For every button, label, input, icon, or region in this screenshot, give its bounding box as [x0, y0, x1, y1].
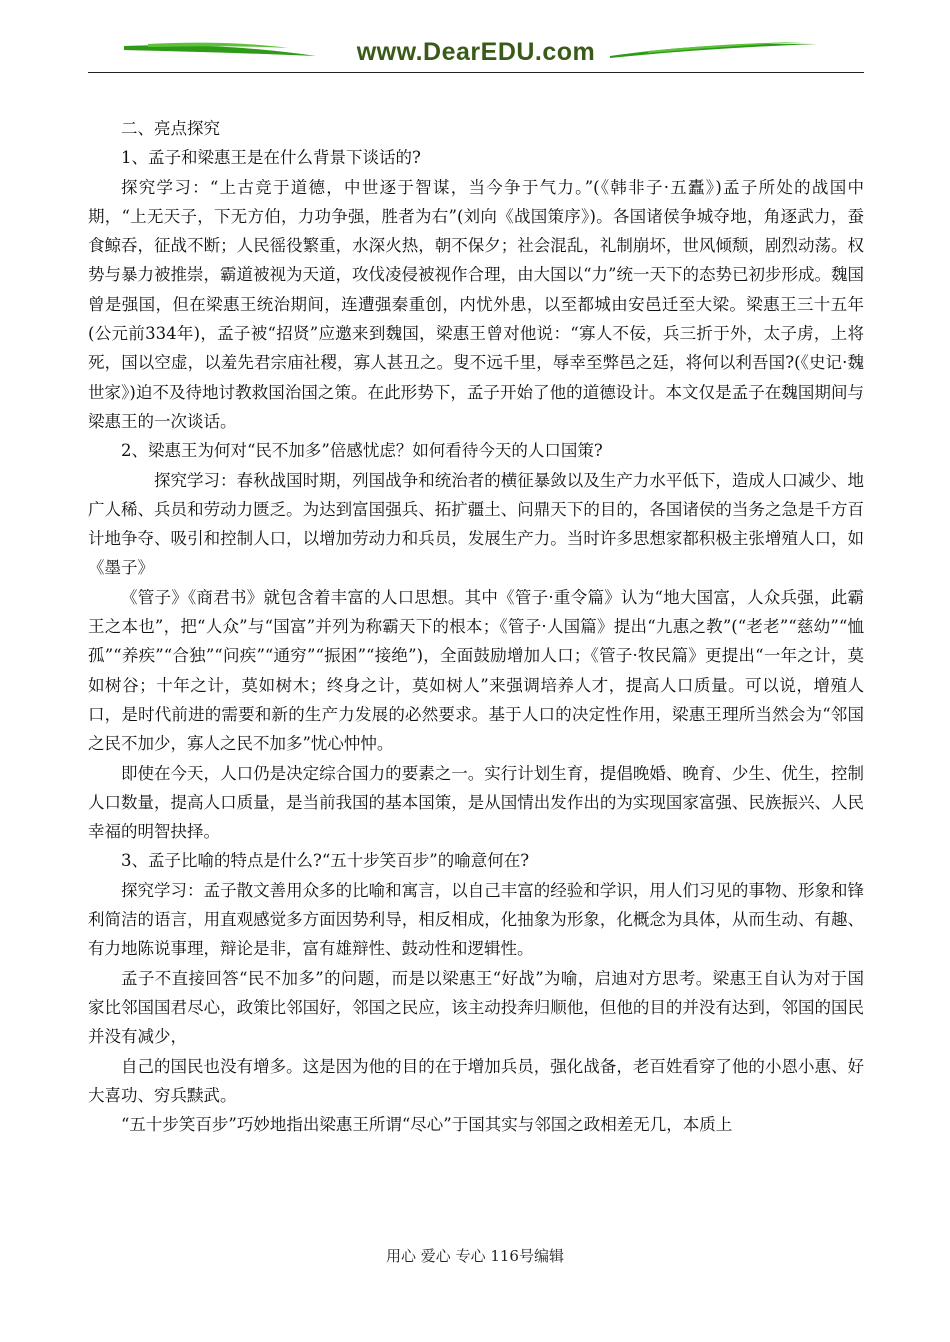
question-heading: 3、孟子比喻的特点是什么?“五十步笑百步”的喻意何在? [121, 851, 530, 871]
page-header [88, 30, 864, 76]
document-body [88, 114, 864, 1139]
paragraph: 自己的国民也没有增多。这是因为他的目的在于增加兵员，强化战备，老百姓看穿了他的小恩小惠、好大喜功、穷兵黩武。 [88, 1056, 864, 1105]
page-footer: 用心 爱心 专心 116号编辑 [386, 1247, 564, 1265]
paragraph: 探究学习：春秋战国时期，列国战争和统治者的横征暴敛以及生产力水平低下，造成人口减少、地广人稀、兵员和劳动力匮乏。为达到富国强兵、拓扩疆土、问鼎天下的目的，各国诸侯的当务之急是千方百计地争夺、吸引和控制人口，以增加劳动力和兵员，发展生产力。当时许多思想家都积极主张增殖人口，如《墨子》 [88, 470, 864, 578]
paragraph: “五十步笑百步”巧妙地指出梁惠王所谓“尽心”于国其实与邻国之政相差无几，本质上 [121, 1115, 733, 1135]
paragraph: 探究学习：“上古竞于道德，中世逐于智谋，当今争于气力。”(《韩非子·五蠹》)孟子所处的战国中期，“上无天子，下无方伯，力功争强，胜者为右”(刘向《战国策序》)。各国诸侯争城夺地，角逐武力，蚕食鲸吞，征战不断；人民徭役繁重，水深火热，朝不保夕；社会混乱，礼制崩坏，世风倾颓，剧烈动荡。权势与暴力被推崇，霸道被视为天道，攻伐凌侵被视作合理，由大国以“力”统一天下的态势已初步形成。魏国曾是强国，但在梁惠王统治期间，连遭强秦重创，内忧外患，以至都城由安邑迁至大梁。梁惠王三十五年(公元前334年)，孟子被“招贤”应邀来到魏国，梁惠王曾对他说：“寡人不佞，兵三折于外，太子虏，上将死，国以空虚，以羞先君宗庙社稷，寡人甚丑之。叟不远千里，辱幸至弊邑之廷，将何以利吾国?(《史记·魏世家》)迫不及待地讨教救国治国之策。在此形势下，孟子开始了他的道德设计。本文仅是孟子在魏国期间与梁惠王的一次谈话。 [88, 177, 864, 431]
question-heading: 2、梁惠王为何对“民不加多”倍感忧虑？如何看待今天的人口国策? [121, 441, 603, 461]
paragraph: 即使在今天，人口仍是决定综合国力的要素之一。实行计划生育，提倡晚婚、晚育、少生、优生，控制人口数量，提高人口质量，是当前我国的基本国策，是从国情出发作出的为实现国家富强、民族振兴、人民幸福的明智抉择。 [88, 763, 864, 842]
site-logo[interactable]: www.DearEDU.com [356, 38, 596, 66]
header-divider [88, 72, 864, 73]
question-heading: 1、孟子和梁惠王是在什么背景下谈话的? [121, 148, 421, 168]
paragraph: 《管子》《商君书》就包含着丰富的人口思想。其中《管子·重令篇》认为“地大国富，人众兵强，此霸王之本也”，把“人众”与“国富”并列为称霸天下的根本；《管子·人国篇》提出“九惠之教”(“老老”“慈幼”“恤孤”“养疾”“合独”“问疾”“通穷”“振困”“接绝”)，全面鼓励增加人口；《管子·牧民篇》更提出“一年之计，莫如树谷；十年之计，莫如树木；终身之计，莫如树人”来强调培养人才，提高人口质量。可以说，增殖人口，是时代前进的需要和新的生产力发展的必然要求。基于人口的决定性作用，梁惠王理所当然会为“邻国之民不加少，寡人之民不加多”忧心忡忡。 [88, 587, 864, 754]
section-heading: 二、亮点探究 [121, 119, 220, 138]
paragraph: 孟子不直接回答“民不加多”的问题，而是以梁惠王“好战”为喻，启迪对方思考。梁惠王自认为对于国家比邻国国君尽心，政策比邻国好，邻国之民应，该主动投奔归顺他，但他的目的并没有达到，邻国的国民并没有减少， [88, 968, 864, 1047]
paragraph: 探究学习：孟子散文善用众多的比喻和寓言，以自己丰富的经验和学识，用人们习见的事物、形象和锋利简洁的语言，用直观感觉多方面因势利导，相反相成，化抽象为形象，化概念为具体，从而生动、有趣、有力地陈说事理，辩论是非，富有雄辩性、鼓动性和逻辑性。 [88, 880, 864, 959]
